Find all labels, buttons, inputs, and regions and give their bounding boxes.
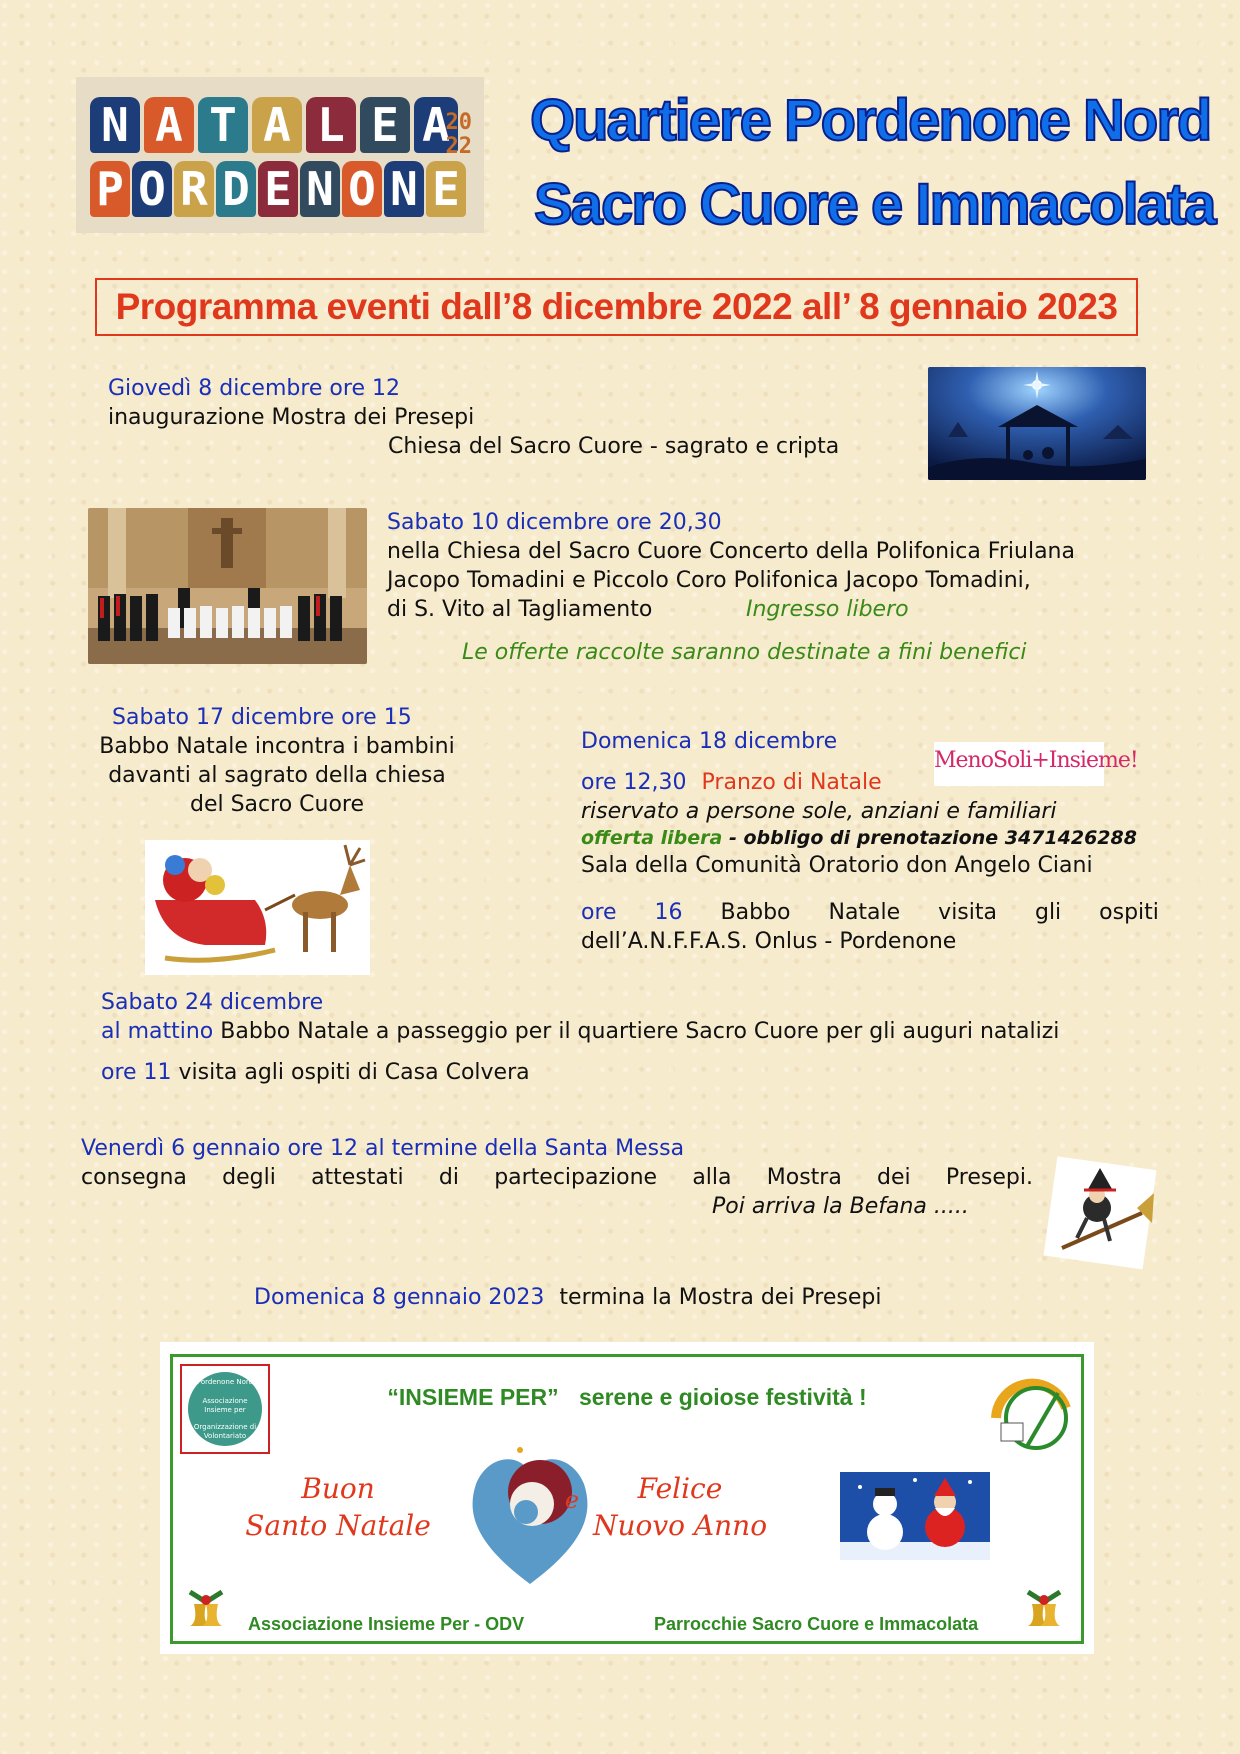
event5-mattino: al mattino <box>101 1019 214 1044</box>
event5-line2 <box>101 1058 530 1087</box>
greeting-box <box>160 1342 1094 1654</box>
event4-obbligo: - obbligo di prenotazione 3471426288 <box>722 827 1137 849</box>
bells-icon-left <box>180 1582 232 1634</box>
event1-line2: Chiesa del Sacro Cuore - sagrato e cripta <box>388 434 840 459</box>
buon-line1: Buon <box>301 1472 375 1505</box>
event6-word: Presepi. <box>945 1165 1033 1190</box>
event1-date: Giovedì 8 dicembre ore 12 <box>108 376 400 401</box>
event2-date: Sabato 10 dicembre ore 20,30 <box>387 510 722 535</box>
logo-letter: L <box>306 97 356 153</box>
programma-box <box>95 278 1138 336</box>
event4-pranzo: Pranzo di Natale <box>701 770 882 795</box>
logo-letter: D <box>216 161 256 217</box>
greeting-slogan <box>160 1384 1094 1411</box>
event4-time2b: 16 <box>654 900 683 925</box>
event2-ingresso: Ingresso libero <box>746 597 909 622</box>
event3-line3: del Sacro Cuore <box>189 792 365 817</box>
befana-image <box>1042 1153 1160 1273</box>
santa-sleigh-image <box>145 840 370 975</box>
badge-line: Associazione <box>202 1397 248 1405</box>
badge-line: Insieme per <box>204 1406 246 1414</box>
assoc-right: Parrocchie Sacro Cuore e Immacolata <box>654 1614 979 1634</box>
logo-letter: P <box>90 161 130 217</box>
event7-text: termina la Mostra dei Presepi <box>559 1285 882 1310</box>
logo-letter: O <box>342 161 382 217</box>
logo-row-1 <box>90 97 410 153</box>
event2-offerte: Le offerte raccolte saranno destinate a fini benefici <box>462 640 1027 665</box>
slogan-part1: “INSIEME PER” <box>387 1384 559 1410</box>
badge-line: Organizzazione di <box>193 1423 257 1431</box>
logo-letter: T <box>198 97 248 153</box>
logo-letter: E <box>258 161 298 217</box>
event3-line2: davanti al sagrato della chiesa <box>108 763 446 788</box>
logo-letter: N <box>384 161 424 217</box>
logo-year-bottom: 22 <box>445 134 472 159</box>
logo-letter: N <box>300 161 340 217</box>
event3-line1: Babbo Natale incontra i bambini <box>99 734 455 759</box>
event4-sala: Sala della Comunità Oratorio don Angelo Ciani <box>581 853 1093 878</box>
badge-line: Volontariato <box>203 1432 247 1440</box>
event6-word: di <box>438 1165 459 1190</box>
logo-year <box>446 111 473 159</box>
event4-word: Natale <box>828 900 901 925</box>
logo-letter: E <box>360 97 410 153</box>
logo-year-top: 20 <box>445 110 472 135</box>
event5-line1 <box>101 1017 1059 1046</box>
event6-word: partecipazione <box>494 1165 658 1190</box>
assoc-left: Associazione Insieme Per - ODV <box>248 1614 525 1634</box>
logo-letter: R <box>174 161 214 217</box>
event4-riservato: riservato a persone sole, anziani e familiari <box>581 799 1057 824</box>
event4-anffas: dell’A.N.F.F.A.S. Onlus - Pordenone <box>581 929 957 954</box>
event6-word: degli <box>222 1165 276 1190</box>
greeting-and: e <box>564 1486 580 1514</box>
choir-photo <box>88 508 367 664</box>
programma-heading: Programma eventi dall’8 dicembre 2022 all’ 8 gennaio 2023 <box>115 286 1118 327</box>
felice-nuovo-anno <box>580 1470 780 1544</box>
event6-word: attestati <box>311 1165 404 1190</box>
event5-time: ore 11 <box>101 1060 172 1085</box>
natale-a-pordenone-logo <box>76 77 484 233</box>
logo-letter: O <box>132 161 172 217</box>
nativity-image <box>928 367 1146 480</box>
title-quartiere: Quartiere Pordenone Nord <box>530 88 1211 153</box>
event4-word: gli <box>1034 900 1062 925</box>
event6-word: consegna <box>81 1165 187 1190</box>
event4-date: Domenica 18 dicembre <box>581 729 838 754</box>
event6-word: Mostra <box>766 1165 842 1190</box>
logo-letter: A <box>252 97 302 153</box>
event6-word: dei <box>877 1165 911 1190</box>
snowman-santa-image <box>840 1472 990 1560</box>
event7-line <box>254 1283 881 1312</box>
title-parrocchie: Sacro Cuore e Immacolata <box>534 172 1215 237</box>
event4-time2: ore <box>581 900 617 925</box>
parish-logo <box>986 1368 1076 1460</box>
event5-line1-text: Babbo Natale a passeggio per il quartiere Sacro Cuore per gli auguri natalizi <box>213 1019 1060 1044</box>
bells-icon-right <box>1018 1582 1070 1634</box>
event6-line1 <box>81 1163 1033 1192</box>
badge-line: Pordenone Nord <box>196 1378 254 1386</box>
event4-offerta-line <box>581 826 1137 850</box>
logo-letter: A <box>414 97 458 153</box>
felice-line1: Felice <box>637 1472 723 1505</box>
logo-letter: E <box>426 161 466 217</box>
event4-visita-line <box>581 898 1159 927</box>
event6-befana: Poi arriva la Befana ..... <box>712 1194 969 1219</box>
event3-date: Sabato 17 dicembre ore 15 <box>112 705 412 730</box>
menosoli-badge-text: MenoSoli+Insieme! <box>934 748 1138 773</box>
event5-date: Sabato 24 dicembre <box>101 990 324 1015</box>
slogan-part2: serene e gioiose festività ! <box>579 1384 867 1410</box>
event4-word: visita <box>938 900 997 925</box>
event5-line2-text: visita agli ospiti di Casa Colvera <box>171 1060 530 1085</box>
buon-line2: Santo Natale <box>245 1509 431 1542</box>
logo-letter: A <box>144 97 194 153</box>
event2-line3: di S. Vito al Tagliamento <box>387 597 653 622</box>
logo-letter: N <box>90 97 140 153</box>
event4-offerta: offerta libera <box>581 827 723 849</box>
event4-word: ospiti <box>1099 900 1159 925</box>
event2-line2: Jacopo Tomadini e Piccolo Coro Polifonica Jacopo Tomadini, <box>387 568 1031 593</box>
logo-row-2 <box>90 161 466 217</box>
event4-time1: ore 12,30 <box>581 770 687 795</box>
event6-word: alla <box>692 1165 732 1190</box>
event2-line1: nella Chiesa del Sacro Cuore Concerto della Polifonica Friulana <box>387 539 1075 564</box>
event1-line1: inaugurazione Mostra dei Presepi <box>108 405 475 430</box>
event4-word: Babbo <box>720 900 791 925</box>
felice-line2: Nuovo Anno <box>592 1509 768 1542</box>
menosoli-badge <box>934 742 1138 786</box>
buon-santo-natale <box>238 1470 438 1544</box>
event4-pranzo-line <box>581 768 882 797</box>
event7-date: Domenica 8 gennaio 2023 <box>254 1285 545 1310</box>
event6-date: Venerdì 6 gennaio ore 12 al termine della Santa Messa <box>81 1136 685 1161</box>
